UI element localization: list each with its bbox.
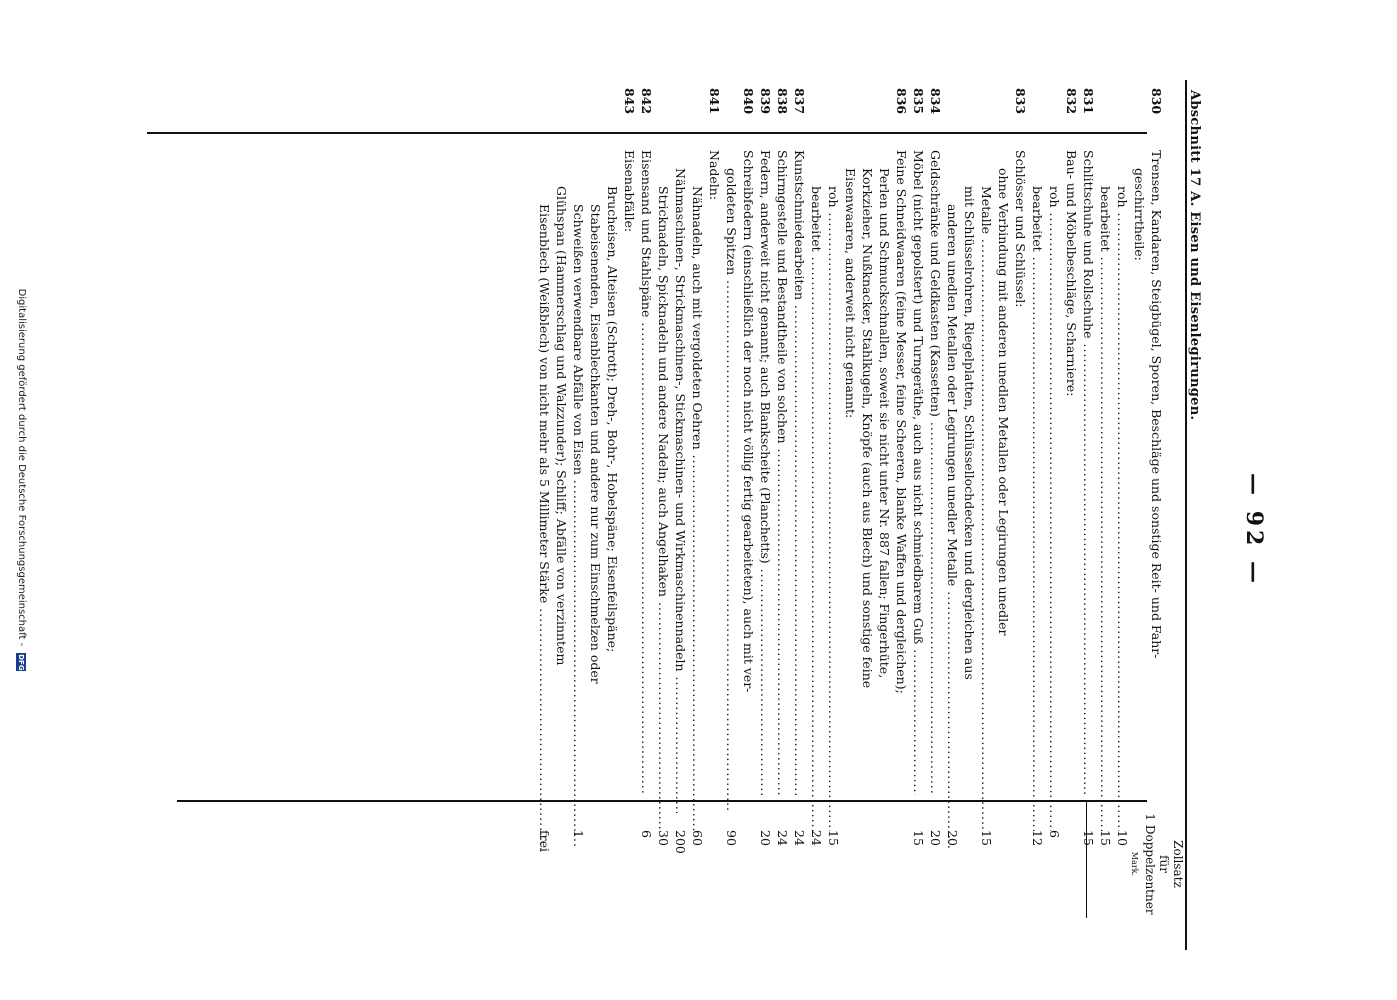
tariff-description: Perlen und Schmuckschnallen, soweit sie nicht unter Nr. 887 fallen; Fingerhüte, xyxy=(877,168,892,679)
table-row xyxy=(1012,88,1029,928)
section-title: Abschnitt 17 A. Eisen und Eisenlegirungen. xyxy=(1187,90,1202,421)
tariff-number: 842 xyxy=(639,88,654,115)
table-row xyxy=(536,88,553,928)
table-row xyxy=(1097,88,1114,928)
tariff-description: Schreibfedern (einschließlich der noch nicht völlig fertig gearbeiteten), auch mit ver- xyxy=(741,150,756,693)
tariff-rate: 20 xyxy=(928,830,943,846)
tariff-number: 834 xyxy=(928,88,943,115)
tariff-description: Trensen, Kandaren, Steigbügel, Sporen, Beschläge und sonstige Reit- und Fahr- xyxy=(1149,150,1164,659)
table-row xyxy=(961,88,978,928)
tariff-description: Eisenwaaren, anderweit nicht genannt: xyxy=(843,168,858,419)
table-row xyxy=(927,88,944,928)
tariff-rate: 15 xyxy=(826,830,841,846)
tariff-description: geschirrtheile: xyxy=(1132,168,1147,261)
tariff-rate: 12 xyxy=(1030,830,1045,846)
tariff-rate: 24 xyxy=(775,830,790,846)
table-row xyxy=(570,88,587,928)
tariff-rate: frei xyxy=(537,830,552,852)
tariff-rate: 1 xyxy=(571,830,586,838)
table-row xyxy=(757,88,774,928)
rate-header-line2: für xyxy=(1157,855,1171,873)
table-row xyxy=(621,88,638,928)
tariff-number: 830 xyxy=(1149,88,1164,115)
tariff-rate: 24 xyxy=(809,830,824,846)
table-row xyxy=(1029,88,1046,928)
tariff-rate: 15 xyxy=(911,830,926,846)
tariff-description: Eisenabfälle: xyxy=(622,150,637,233)
tariff-rate: 15 xyxy=(979,830,994,846)
tariff-description: roh ..... xyxy=(1114,150,1131,831)
table-row xyxy=(978,88,995,928)
tariff-description: Nähnadeln, auch mit vergoldeten Oehren ..... xyxy=(689,150,706,831)
tariff-description: bearbeitet ..... xyxy=(1029,150,1046,831)
tariff-number: 831 xyxy=(1081,88,1096,115)
tariff-description: roh ..... xyxy=(1046,150,1063,831)
tariff-description: Geldschränke und Geldkasten (Kassetten) ..... xyxy=(927,150,944,795)
tariff-rate: 15 xyxy=(1081,830,1096,846)
table-row xyxy=(893,88,910,928)
table-row xyxy=(723,88,740,928)
table-row xyxy=(1148,88,1165,928)
rate-header-line1: Zollsatz xyxy=(1171,840,1185,888)
tariff-rate: 90 xyxy=(724,830,739,846)
tariff-number: 836 xyxy=(894,88,909,115)
tariff-number: 832 xyxy=(1064,88,1079,115)
tariff-rate: 6 xyxy=(639,830,654,838)
tariff-description: Stabeisenenden, Eisenblechkanten und andere nur zum Einschmelzen oder xyxy=(588,204,603,684)
tariff-description: Metalle ..... xyxy=(978,150,995,831)
table-row xyxy=(859,88,876,928)
tariff-rate: 30 xyxy=(656,830,671,846)
table-row xyxy=(774,88,791,928)
tariff-description: Eisensand und Stahlspäne ..... xyxy=(638,150,655,795)
tariff-number: 835 xyxy=(911,88,926,115)
table-row xyxy=(825,88,842,928)
tariff-description: Brucheisen, Alteisen (Schrott); Dreh-, Bohr-, Hobelspäne; Eisenfeilspäne; xyxy=(605,186,620,653)
tariff-description: Federn, anderweit nicht genannt; auch Blankscheite (Planchetts) ..... xyxy=(757,150,774,795)
table-row xyxy=(791,88,808,928)
table-row xyxy=(1063,88,1080,928)
tariff-description: Kunstschmiedearbeiten ..... xyxy=(791,150,808,795)
tariff-number: 838 xyxy=(775,88,790,115)
tariff-description: roh ..... xyxy=(825,150,842,831)
table-row xyxy=(910,88,927,928)
tariff-rate: 20 xyxy=(758,830,773,846)
tariff-rate: 24 xyxy=(792,830,807,846)
table-row xyxy=(604,88,621,928)
digitization-footer xyxy=(16,0,27,960)
tariff-description: Schirmgestelle und Bestandtheile von solchen ..... xyxy=(774,150,791,795)
table-row xyxy=(672,88,689,928)
tariff-rate: 6 xyxy=(1047,830,1062,838)
tariff-description: Möbel (nicht gepolstert) und Turngeräthe, auch aus nicht schmiedbarem Guß ..... xyxy=(910,150,927,795)
table-row xyxy=(1114,88,1131,928)
tariff-description: Eisenblech (Weißblech) von nicht mehr als 5 Millimeter Stärke ..... xyxy=(536,150,553,849)
tariff-number: 843 xyxy=(622,88,637,115)
tariff-rate: 60 xyxy=(690,830,705,846)
table-row xyxy=(1046,88,1063,928)
tariff-number: 833 xyxy=(1013,88,1028,115)
rate-header-line3: 1 Doppelzentner xyxy=(1143,813,1157,915)
tariff-description: Glühspan (Hammerschlag und Walzzunder); Schliff; Abfälle von verzinntem xyxy=(554,186,569,666)
tariff-rate: 10 xyxy=(1115,830,1130,846)
tariff-description: Bau- und Möbelbeschläge, Scharniere: xyxy=(1064,150,1079,397)
table-row xyxy=(689,88,706,928)
tariff-description: ohne Verbindung mit anderen unedlen Metallen oder Legirungen unedler xyxy=(996,168,1011,636)
table-row xyxy=(655,88,672,928)
tariff-description: mit Schlüsselrohren, Riegelplatten, Schlüssellochdecken und dergleichen aus xyxy=(962,186,977,680)
tariff-description: Stricknadeln, Spicknadeln und andere Nadeln; auch Angelhaken ..... xyxy=(655,150,672,831)
tariff-description: Korkzieher, Nußknacker, Stahlkugeln, Knöpfe (auch aus Blech) und sonstige feine xyxy=(860,168,875,689)
tariff-description: Nadeln: xyxy=(707,150,722,201)
table-row xyxy=(553,88,570,928)
tariff-rate: 15 xyxy=(1098,830,1113,846)
table-row xyxy=(587,88,604,928)
tariff-rate: 200 xyxy=(673,830,688,854)
footer-text: Digitalisierung gefördert durch die Deutsche Forschungsgemeinschaft - xyxy=(16,288,27,647)
dfg-logo: DFG xyxy=(17,654,25,671)
tariff-number: 837 xyxy=(792,88,807,115)
rate-header-unit: Mark. xyxy=(1130,851,1139,877)
page-number: — 92 — xyxy=(1241,473,1267,587)
tariff-description: Nähmaschinen-, Strickmaschinen-, Stickmaschinen- und Wirkmaschinennadeln ..... xyxy=(672,150,689,813)
table-row xyxy=(740,88,757,928)
table-row xyxy=(995,88,1012,928)
tariff-description: Schlösser und Schlüssel: xyxy=(1013,150,1028,308)
table-row xyxy=(706,88,723,928)
table-row xyxy=(1080,88,1097,928)
tariff-table xyxy=(536,88,1165,928)
tariff-number: 839 xyxy=(758,88,773,115)
table-row xyxy=(842,88,859,928)
tariff-description: Feine Schneidwaaren (feine Messer, feine Scheeren, blanke Waffen und dergleichen); xyxy=(894,150,909,694)
tariff-number: 840 xyxy=(741,88,756,115)
table-row xyxy=(944,88,961,928)
tariff-description: anderen unedlen Metallen oder Legirungen unedler Metalle ..... xyxy=(944,150,961,849)
tariff-description: bearbeitet ..... xyxy=(1097,150,1114,831)
tariff-description: Schweißen verwendbare Abfälle von Eisen ..... xyxy=(570,150,587,849)
tariff-description: bearbeitet ..... xyxy=(808,150,825,831)
table-row xyxy=(876,88,893,928)
table-row xyxy=(638,88,655,928)
table-row xyxy=(1131,88,1148,928)
tariff-description: Schlittschuhe und Rollschuhe ..... xyxy=(1080,150,1097,795)
top-rule xyxy=(1185,80,1187,950)
tariff-number: 841 xyxy=(707,88,722,115)
table-row xyxy=(808,88,825,928)
tariff-rate: 20 xyxy=(945,830,960,846)
tariff-description: goldeten Spitzen ..... xyxy=(723,150,740,813)
